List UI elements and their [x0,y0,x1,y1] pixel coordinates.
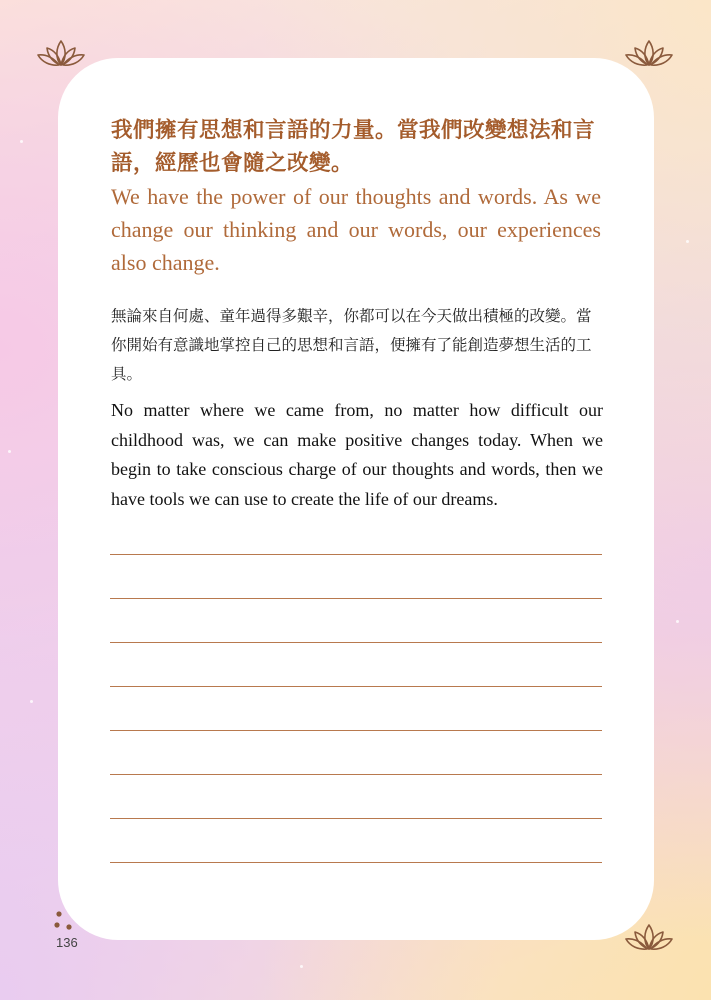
sparkle [300,965,303,968]
writing-line[interactable] [110,554,602,555]
page-number: 136 [56,935,78,950]
writing-line[interactable] [110,642,602,643]
lotus-icon [624,38,674,68]
sparkle [20,140,23,143]
heading-chinese: 我們擁有思想和言語的力量。當我們改變想法和言語，經歷也會隨之改變。 [111,118,596,176]
writing-line[interactable] [110,774,602,775]
body-english: No matter where we came from, no matter how difficult our childhood was, we can make positive changes today. When we begin to take conscious charge of our thoughts and words, then we have tools we can use to create the life of our dreams. [111,400,603,509]
body-chinese: 無論來自何處、童年過得多艱辛，你都可以在今天做出積極的改變。當你開始有意識地掌控自己的思想和言語，便擁有了能創造夢想生活的工具。 [111,307,592,383]
content-card [58,58,654,940]
writing-line[interactable] [110,598,602,599]
writing-line[interactable] [110,730,602,731]
lotus-icon [36,38,86,68]
sparkle [30,700,33,703]
sparkle [8,450,11,453]
heading-english: We have the power of our thoughts and words. As we change our thinking and our words, our experiences also change. [111,184,601,275]
writing-line[interactable] [110,862,602,863]
writing-line[interactable] [110,686,602,687]
sparkle [686,240,689,243]
sparkle [676,620,679,623]
dots-icon [54,910,76,932]
writing-line[interactable] [110,818,602,819]
